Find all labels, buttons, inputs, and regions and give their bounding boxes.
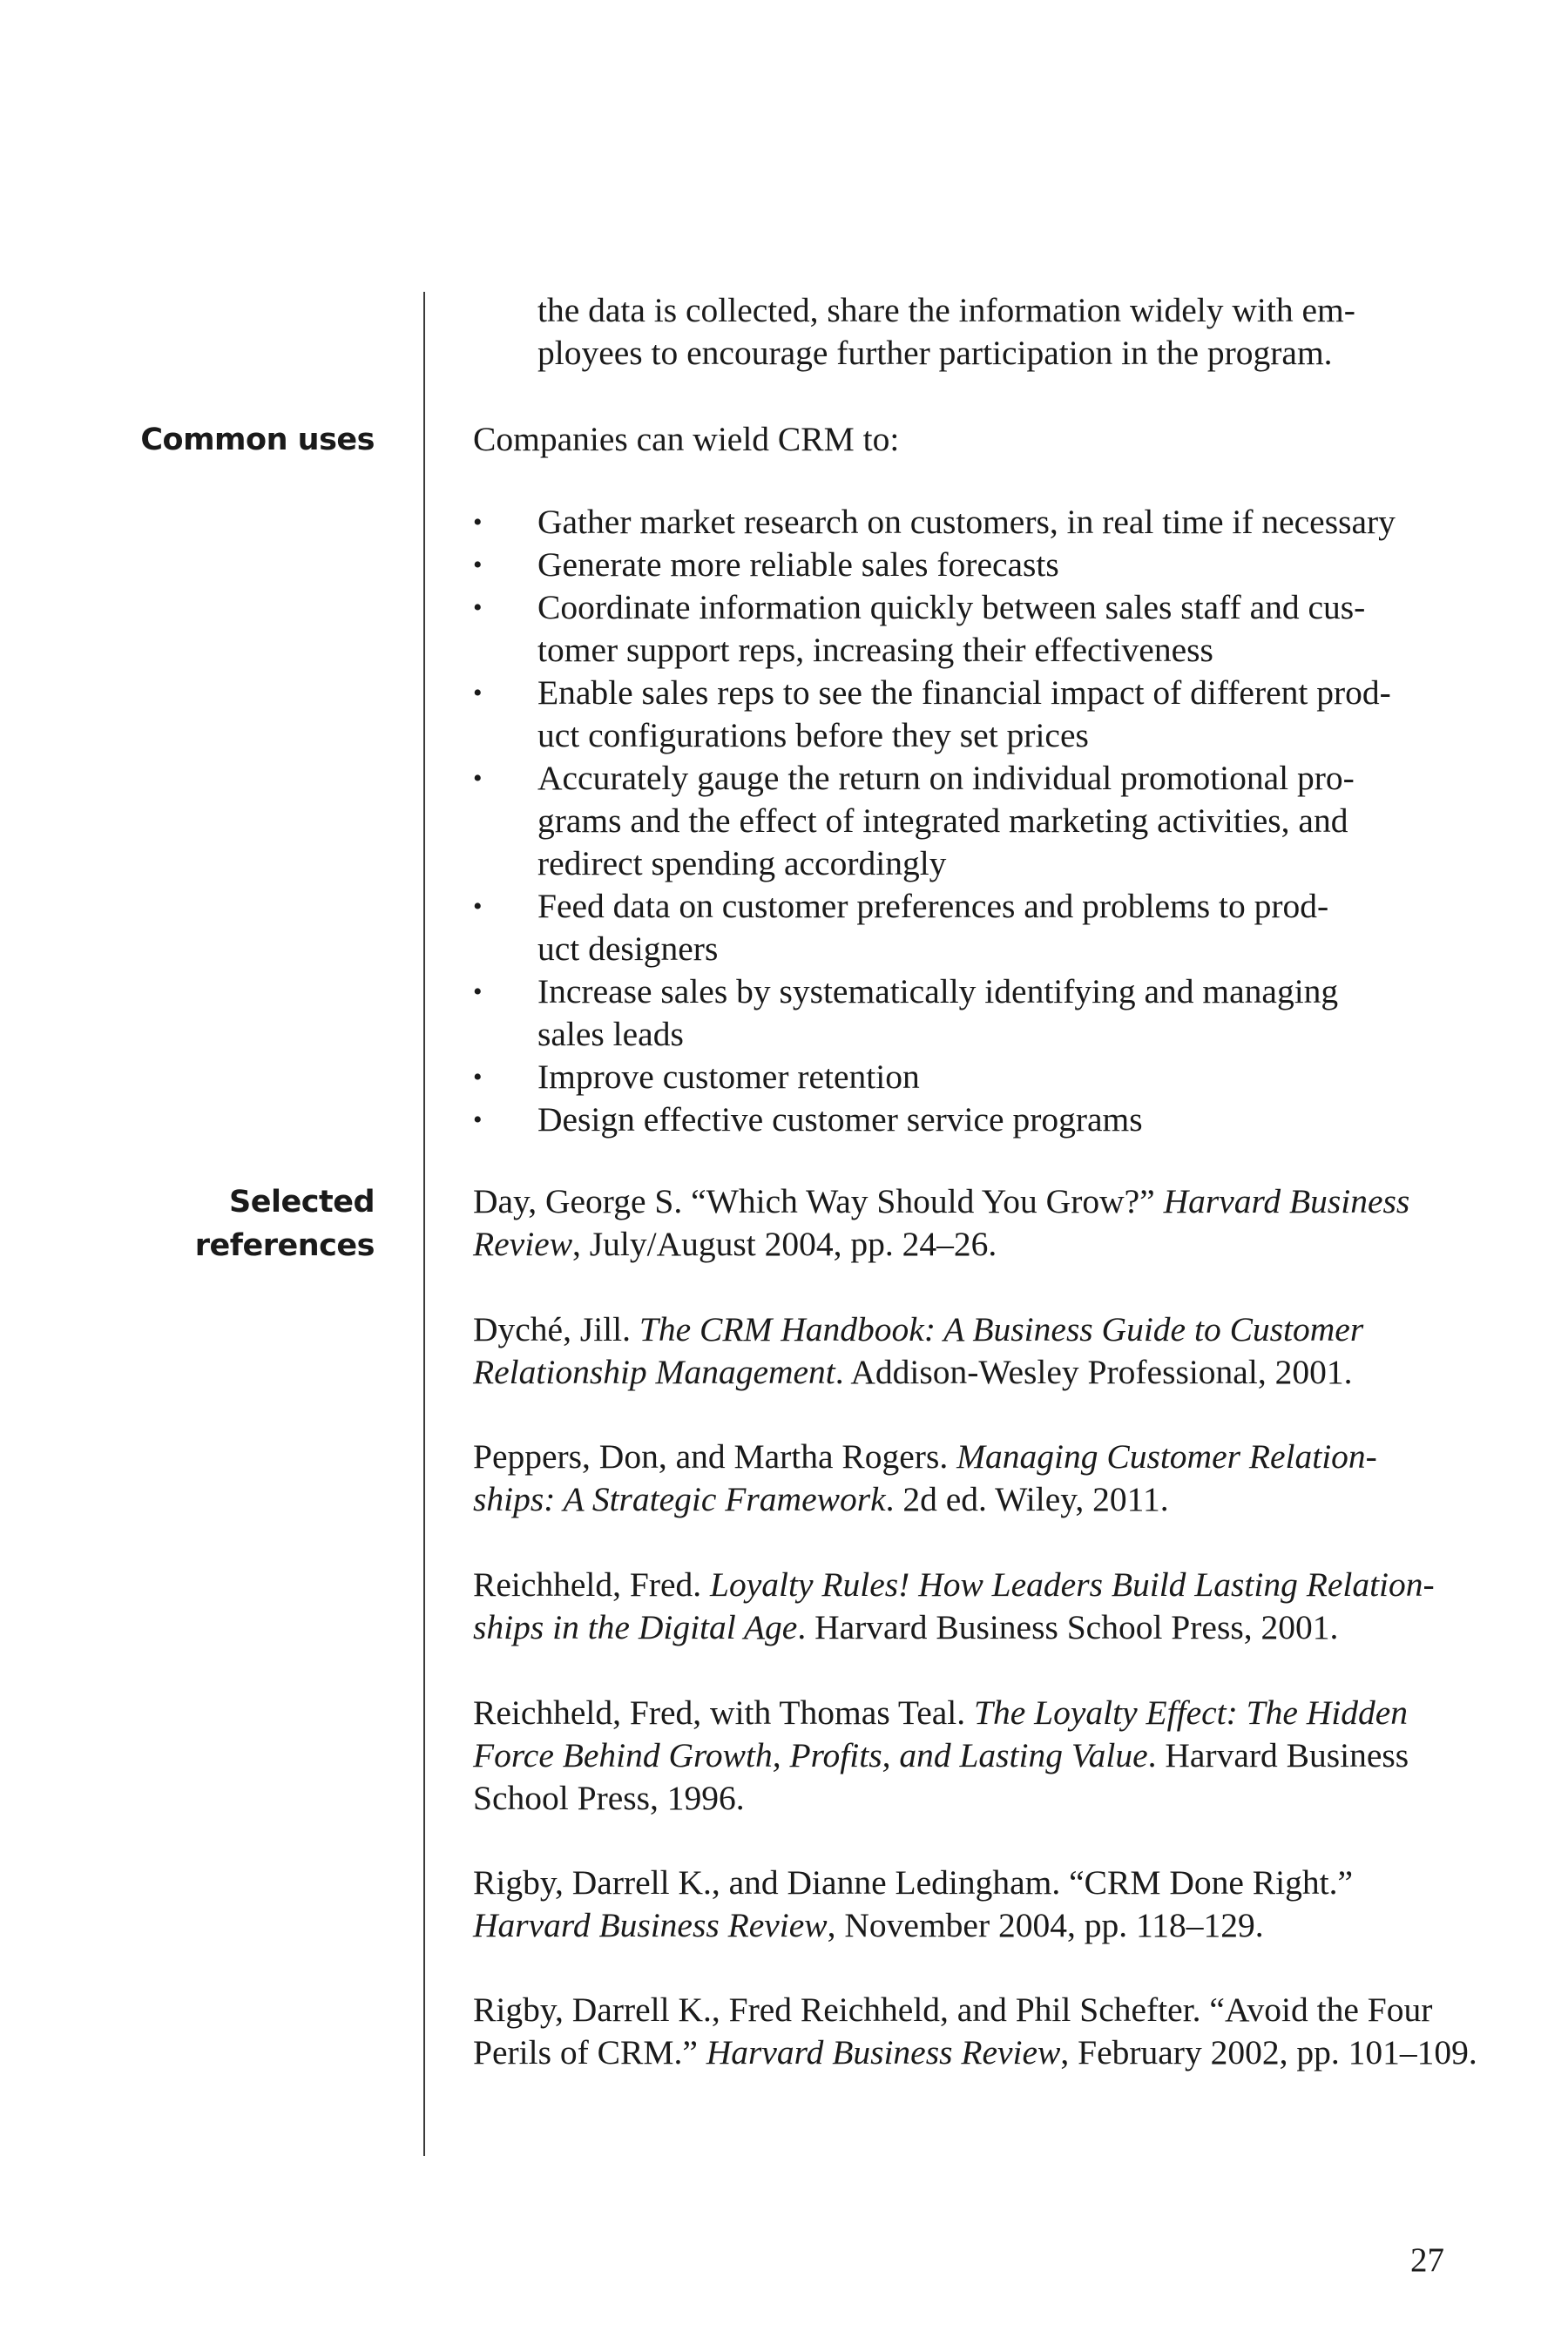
- reference-title: Harvard Business Review: [473, 1906, 828, 1944]
- reference-entry: [473, 1692, 1444, 1820]
- reference-line: [473, 1777, 1444, 1820]
- list-item-line: uct configurations before they set prices: [537, 716, 1089, 754]
- list-item: [473, 1098, 1444, 1141]
- bullet-icon: •: [473, 593, 483, 622]
- reference-text: , July/August 2004, pp. 24–26.: [572, 1225, 997, 1263]
- reference-title: Relationship Management: [473, 1353, 835, 1391]
- reference-line: [473, 1862, 1444, 1904]
- reference-text: Peppers, Don, and Martha Rogers.: [473, 1437, 957, 1476]
- list-item-line: Enable sales reps to see the financial impact of different prod-: [537, 673, 1391, 712]
- list-item-line: Design effective customer service programs: [537, 1100, 1143, 1139]
- list-item: [473, 970, 1444, 1056]
- reference-entry: [473, 1862, 1444, 1947]
- reference-title: Managing Customer Relation-: [956, 1437, 1377, 1476]
- reference-entry: [473, 1436, 1444, 1521]
- list-item: [473, 757, 1444, 885]
- reference-text: . Harvard Business: [1147, 1736, 1409, 1774]
- reference-text: Rigby, Darrell K., Fred Reichheld, and Phil Schefter. “Avoid the Four: [473, 1990, 1433, 2029]
- reference-text: School Press, 1996.: [473, 1779, 745, 1817]
- list-item: [473, 501, 1444, 544]
- reference-title: Loyalty Rules! How Leaders Build Lasting Relation-: [710, 1565, 1435, 1604]
- reference-text: Day, George S. “Which Way Should You Grow?”: [473, 1182, 1164, 1220]
- list-item: [473, 885, 1444, 970]
- reference-entry: [473, 1564, 1444, 1649]
- reference-line: [473, 1308, 1444, 1351]
- continuation-paragraph: [537, 289, 1444, 375]
- bullet-icon: •: [473, 551, 483, 579]
- reference-line: [473, 2031, 1477, 2074]
- reference-line: [473, 1692, 1444, 1734]
- sidebar-heading-common-uses: Common uses: [140, 422, 375, 457]
- reference-title: Review: [473, 1225, 573, 1263]
- sidebar-heading-selected-references: [195, 1180, 375, 1267]
- reference-line: [473, 1351, 1444, 1394]
- reference-line: [473, 1734, 1444, 1777]
- reference-entry: [473, 1989, 1477, 2074]
- list-item-line: Coordinate information quickly between sales staff and cus-: [537, 588, 1366, 626]
- reference-entry: [473, 1180, 1444, 1266]
- bullet-icon: •: [473, 508, 483, 537]
- reference-text: Reichheld, Fred.: [473, 1565, 711, 1604]
- reference-title: Harvard Business: [1163, 1182, 1410, 1220]
- page-number: 27: [1410, 2241, 1444, 2279]
- list-item: [473, 1056, 1444, 1098]
- bullet-icon: •: [473, 764, 483, 793]
- list-item-line: Accurately gauge the return on individual promotional pro-: [537, 759, 1355, 797]
- list-item-line: uct designers: [537, 929, 719, 968]
- reference-line: [473, 1478, 1444, 1521]
- vertical-divider: [423, 292, 425, 2156]
- reference-entry: [473, 1308, 1444, 1394]
- text-line: the data is collected, share the information widely with em-: [537, 291, 1355, 329]
- bullet-icon: •: [473, 977, 483, 1006]
- reference-line: [473, 1436, 1444, 1478]
- reference-title: The Loyalty Effect: The Hidden: [974, 1693, 1409, 1732]
- reference-title: The CRM Handbook: A Business Guide to Customer: [639, 1310, 1364, 1348]
- reference-line: [473, 1223, 1444, 1266]
- reference-line: [473, 1180, 1444, 1223]
- bullet-icon: •: [473, 679, 483, 707]
- reference-title: Harvard Business Review: [706, 2033, 1061, 2072]
- list-item: [473, 586, 1444, 672]
- list-item-line: tomer support reps, increasing their effectiveness: [537, 631, 1213, 669]
- reference-line: [473, 1606, 1444, 1649]
- reference-text: . Harvard Business School Press, 2001.: [797, 1608, 1339, 1646]
- list-item-line: Generate more reliable sales forecasts: [537, 545, 1059, 584]
- sidebar-heading-line: Selected: [229, 1185, 375, 1220]
- reference-text: Reichheld, Fred, with Thomas Teal.: [473, 1693, 975, 1732]
- reference-text: Perils of CRM.”: [473, 2033, 706, 2072]
- reference-line: [473, 1989, 1444, 2031]
- list-item-line: redirect spending accordingly: [537, 844, 947, 882]
- reference-text: Dyché, Jill.: [473, 1310, 639, 1348]
- list-item-line: Increase sales by systematically identifying and managing: [537, 972, 1339, 1010]
- text-line: ployees to encourage further participation in the program.: [537, 334, 1333, 372]
- list-item-line: Improve customer retention: [537, 1058, 920, 1096]
- reference-title: ships in the Digital Age: [473, 1608, 798, 1646]
- reference-text: . Addison-Wesley Professional, 2001.: [835, 1353, 1353, 1391]
- sidebar-heading-line: references: [194, 1228, 375, 1263]
- reference-text: . 2d ed. Wiley, 2011.: [885, 1480, 1169, 1518]
- list-item: [473, 544, 1444, 586]
- bullet-icon: •: [473, 1105, 483, 1134]
- common-uses-list: [473, 501, 1444, 1141]
- list-item-line: Feed data on customer preferences and problems to prod-: [537, 887, 1329, 925]
- reference-title: ships: A Strategic Framework: [473, 1480, 886, 1518]
- list-item-line: Gather market research on customers, in real time if necessary: [537, 503, 1396, 541]
- reference-text: , February 2002, pp. 101–109.: [1060, 2033, 1477, 2072]
- reference-line: [473, 1564, 1444, 1606]
- common-uses-intro: [473, 418, 1444, 461]
- reference-text: Rigby, Darrell K., and Dianne Ledingham. “CRM Done Right.”: [473, 1863, 1353, 1902]
- list-item-line: sales leads: [537, 1015, 684, 1053]
- bullet-icon: •: [473, 892, 483, 921]
- text-line: Companies can wield CRM to:: [473, 420, 900, 458]
- reference-text: , November 2004, pp. 118–129.: [827, 1906, 1264, 1944]
- reference-title: Force Behind Growth, Profits, and Lasting Value: [473, 1736, 1148, 1774]
- reference-line: [473, 1904, 1444, 1947]
- list-item-line: grams and the effect of integrated marketing activities, and: [537, 801, 1348, 840]
- bullet-icon: •: [473, 1063, 483, 1092]
- list-item: [473, 672, 1444, 757]
